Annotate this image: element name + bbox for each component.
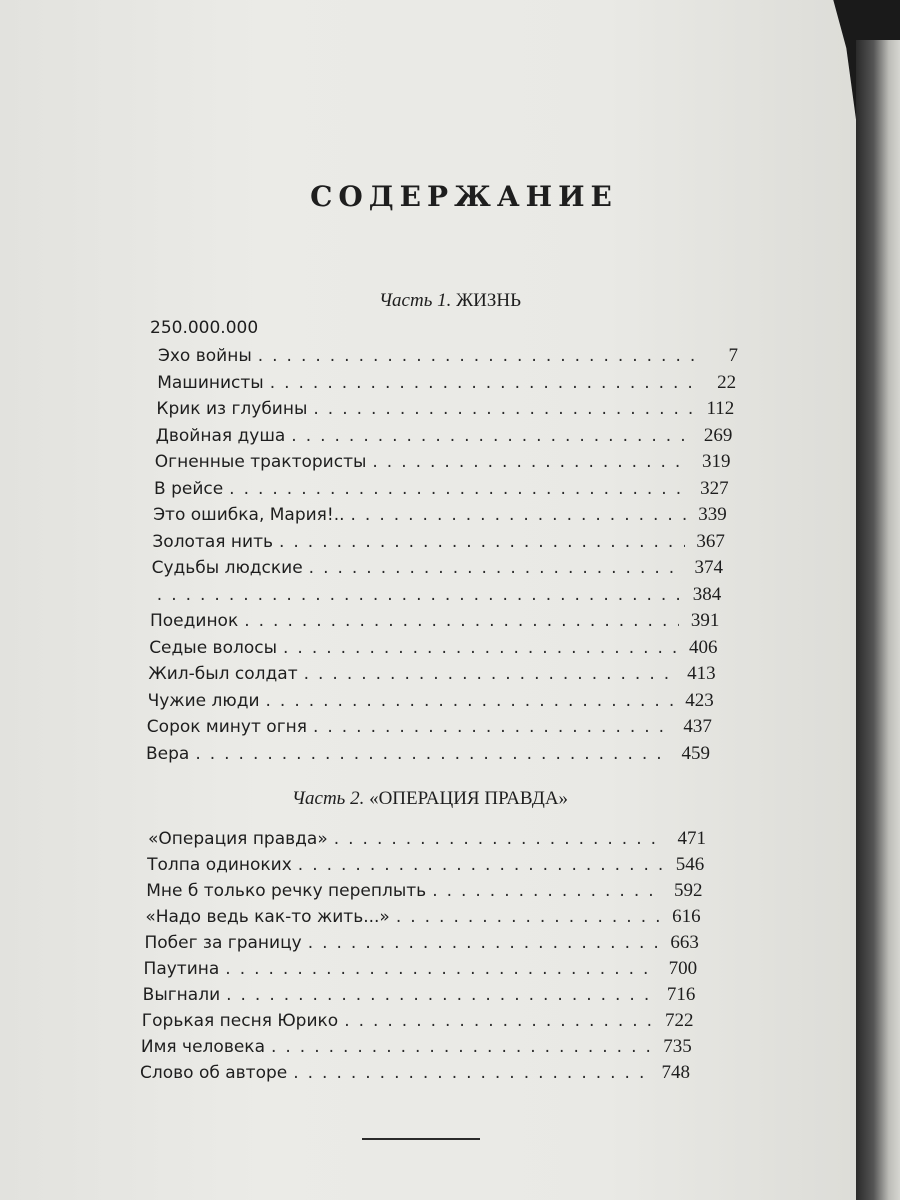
entry-title: Машинисты: [157, 372, 264, 393]
part1-entry: [156, 398, 734, 422]
part2-entry: [140, 1062, 690, 1086]
entry-page: 327: [700, 477, 729, 499]
dot-leader: [344, 1011, 653, 1031]
entry-title: Эхо войны: [158, 346, 252, 366]
toc-title: СОДЕРЖАНИЕ: [310, 180, 618, 213]
part1-entry: [154, 478, 729, 502]
entry-page: 459: [681, 742, 710, 764]
dot-leader: [225, 959, 657, 979]
part2-entry: [144, 932, 698, 956]
dot-leader: [244, 611, 679, 631]
dot-leader: [304, 664, 676, 684]
entry-page: 413: [687, 663, 716, 684]
part1-entry: [147, 716, 712, 740]
entry-page: 7: [728, 345, 738, 366]
entry-title: «Надо ведь как-то жить...»: [145, 907, 390, 927]
part1-name: ЖИЗНЬ: [456, 290, 522, 311]
part1-entry: [152, 557, 723, 581]
dot-leader: [279, 532, 685, 552]
dot-leader: [271, 1037, 652, 1057]
entry-title: Крик из глубины: [156, 399, 308, 419]
entry-title: Жил-был солдат: [148, 664, 298, 684]
entry-page: 663: [670, 932, 699, 953]
entry-page: 406: [688, 636, 718, 658]
part2-entry: [142, 1010, 694, 1034]
entry-title: Паутина: [143, 959, 220, 979]
part2-entry: [144, 958, 698, 982]
entry-page: 437: [683, 716, 712, 737]
dot-leader: [432, 881, 662, 901]
entry-title: Толпа одиноких: [147, 855, 292, 875]
entry-page: 735: [663, 1036, 692, 1057]
dot-leader: [298, 855, 664, 875]
dot-leader: [313, 399, 694, 419]
entry-page: 22: [717, 371, 737, 393]
entry-title: Золотая нить: [152, 531, 273, 552]
part2-entry: [147, 854, 704, 878]
part2-label: Часть 2.: [291, 788, 365, 809]
entry-page: 319: [702, 451, 731, 472]
entry-title: Слово об авторе: [140, 1063, 288, 1083]
entry-title: Это ошибка, Мария!..: [153, 505, 345, 525]
part1-entry: [155, 451, 731, 475]
part1-entry: [146, 743, 710, 767]
dot-leader: [270, 373, 696, 393]
dot-leader: [291, 426, 692, 446]
part1-entry: [149, 637, 717, 661]
part1-entry: [150, 610, 719, 634]
part1-entry: [151, 584, 721, 608]
part1-heading: [300, 290, 600, 312]
entry-page: 384: [692, 583, 722, 605]
end-rule: [362, 1138, 480, 1140]
entry-page: 471: [677, 828, 706, 849]
entry-title: Седые волосы: [149, 637, 278, 658]
entry-title: Чужие люди: [147, 690, 260, 711]
entry-page: 112: [706, 398, 735, 419]
entry-page: 339: [698, 504, 727, 525]
entry-title: В рейсе: [154, 478, 224, 499]
entry-page: 700: [668, 958, 698, 979]
dot-leader: [226, 985, 655, 1005]
dot-leader: [157, 585, 681, 605]
part2-name: «ОПЕРАЦИЯ ПРАВДА»: [369, 788, 569, 809]
entry-title: Мне б только речку переплыть: [146, 881, 427, 901]
part1-first-line: 250.000.000: [150, 318, 259, 338]
part2-entry: [143, 984, 696, 1008]
entry-title: Горькая песня Юрико: [141, 1011, 339, 1031]
dot-leader: [308, 933, 659, 953]
entry-page: 616: [672, 906, 701, 927]
entry-page: 748: [661, 1062, 690, 1083]
entry-page: 722: [665, 1010, 694, 1031]
dot-leader: [334, 829, 666, 849]
entry-title: Имя человека: [140, 1037, 265, 1057]
entry-page: 391: [690, 610, 720, 631]
part1-entry: [157, 372, 736, 396]
part2-entry: [141, 1036, 692, 1060]
dot-leader: [293, 1063, 650, 1083]
part1-entry: [156, 425, 733, 449]
dot-leader: [396, 907, 661, 927]
dot-leader: [309, 558, 683, 578]
part2-entry: [145, 906, 700, 930]
dot-leader: [372, 452, 690, 472]
entry-title: Выгнали: [142, 985, 221, 1005]
entry-title: Огненные трактористы: [154, 452, 367, 472]
entry-title: Сорок минут огня: [146, 717, 307, 737]
part1-label: Часть 1.: [378, 290, 452, 311]
part1-entry: [148, 663, 715, 687]
dot-leader: [229, 479, 688, 499]
entry-page: 546: [675, 854, 705, 875]
entry-title: «Операция правда»: [148, 829, 328, 849]
entry-title: Двойная душа: [155, 425, 286, 446]
entry-page: 374: [694, 557, 724, 578]
dot-leader: [195, 744, 670, 764]
dot-leader: [266, 691, 674, 711]
page-edge: [856, 40, 900, 1200]
part1-entry: [158, 345, 738, 369]
part2-heading: [230, 788, 630, 810]
dot-leader: [351, 505, 687, 525]
entry-title: Судьбы людские: [151, 558, 303, 578]
dot-leader: [283, 638, 677, 658]
part2-entry: [146, 880, 702, 904]
entry-page: 592: [673, 880, 703, 901]
part1-entry: [153, 504, 727, 528]
entry-page: 716: [666, 984, 696, 1005]
part2-entry: [148, 828, 706, 852]
entry-title: Побег за границу: [144, 933, 302, 953]
entry-title: Поединок: [150, 611, 239, 631]
entry-page: 269: [703, 424, 733, 446]
part1-entry: [152, 531, 725, 555]
part1-entry: [148, 690, 714, 714]
entry-page: 423: [685, 689, 714, 711]
dot-leader: [313, 717, 672, 737]
entry-title: Вера: [146, 743, 190, 764]
dot-leader: [258, 346, 698, 366]
entry-page: 367: [696, 530, 725, 552]
